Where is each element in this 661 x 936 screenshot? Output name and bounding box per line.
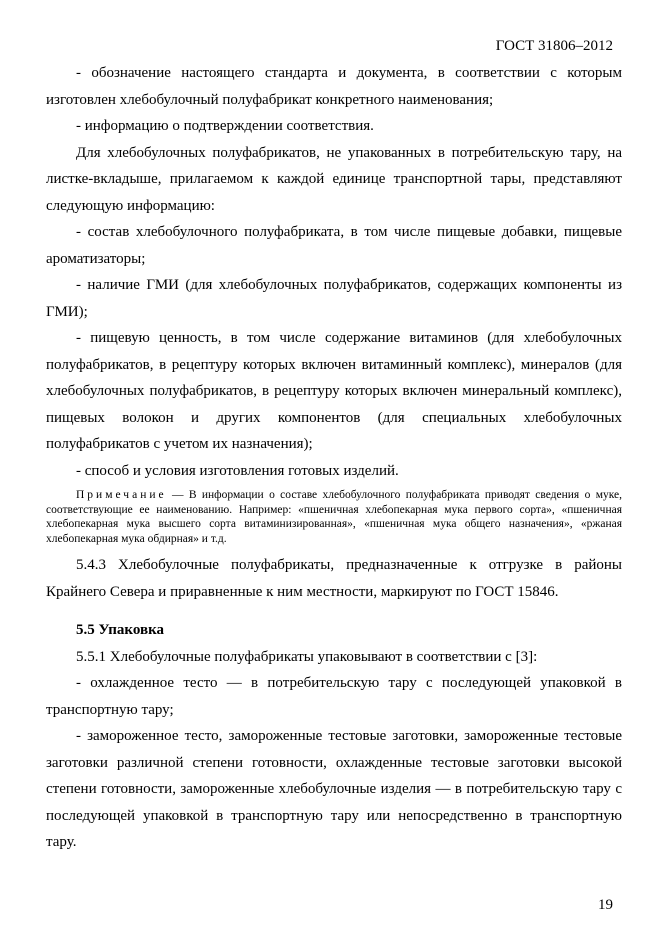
paragraph: 5.5.1 Хлебобулочные полуфабрикаты упаковывают в соответствии с [3]:: [76, 648, 538, 665]
section-title: 5.5 Упаковка: [76, 622, 165, 638]
page-body: [46, 60, 622, 856]
paragraph: - информацию о подтверждении соответствия.: [76, 118, 374, 134]
standard-header: ГОСТ 31806–2012: [495, 38, 613, 54]
paragraph: - пищевую ценность, в том числе содержание витаминов (для хлебобулочных полуфабрикатов, в рецептуру которых включен витаминный комплекс), минералов (для хлебобулочных полуфабрикатов, в рецептуру которых включен минеральный комплекс), пищевых волокон и других компонентов (для специальных хлебобулочных полуфабрикатов с учетом их назначения);: [46, 330, 622, 452]
paragraph: - состав хлебобулочного полуфабриката, в том числе пищевые добавки, пищевые ароматизаторы;: [46, 224, 622, 267]
paragraph: Для хлебобулочных полуфабрикатов, не упакованных в потребительскую тару, на листке-вкладыше, прилагаемом к каждой единице транспортной тары, представляют следующую информацию:: [46, 144, 622, 214]
paragraph: - обозначение настоящего стандарта и документа, в соответствии с которым изготовлен хлебобулочный полуфабрикат конкретного наименования;: [46, 65, 622, 108]
note: [46, 488, 622, 546]
paragraph: - наличие ГМИ (для хлебобулочных полуфабрикатов, содержащих компоненты из ГМИ);: [46, 277, 622, 320]
paragraph: - замороженное тесто, замороженные тестовые заготовки, замороженные тестовые заготовки различной степени готовности, охлажденные тестовые заготовки высокой степени готовности, замороженные хлебобулочные изделия — в потребительскую тару с последующей упаковкой в транспортную тару или непосредственно в транспортную тару.: [46, 728, 622, 850]
paragraph: - охлажденное тесто — в потребительскую тару с последующей упаковкой в транспортную тару;: [46, 675, 622, 718]
paragraph: - способ и условия изготовления готовых изделий.: [76, 462, 399, 479]
note-label: Примечание: [76, 489, 167, 501]
page-number: 19: [598, 897, 613, 913]
note-text: — В информации о составе хлебобулочного полуфабриката приводят сведения о муке, соответствующие ее наименованию. Например: «пшеничная хлебопекарная мука первого сорта», «пшеничная хлебопекарная мука высшего сорта витаминизированная», «пшеничная мука общего назначения», «ржаная хлебопекарная мука обдирная» и т.д.: [46, 489, 622, 545]
paragraph-5-4-3: 5.4.3 Хлебобулочные полуфабрикаты, предназначенные к отгрузке в районы Крайнего Севера и приравненные к ним местности, маркируют по ГОСТ 15846.: [46, 557, 622, 600]
